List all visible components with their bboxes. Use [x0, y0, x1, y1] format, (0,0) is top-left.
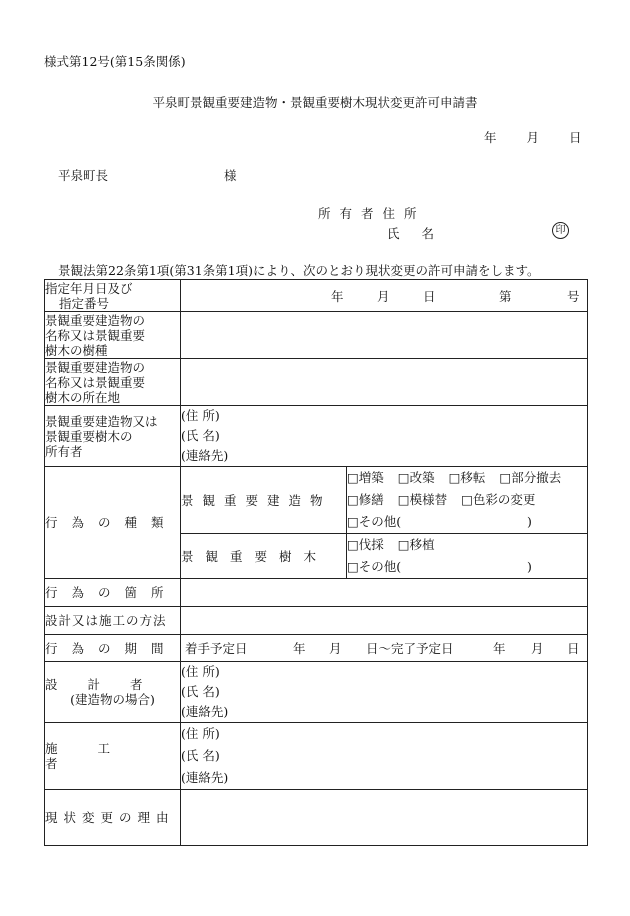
- checkbox-iten[interactable]: □移転: [448, 470, 486, 485]
- value-place[interactable]: [181, 579, 588, 607]
- label-act-type: [45, 467, 181, 579]
- value-period[interactable]: [181, 635, 588, 662]
- row-reason: [45, 790, 588, 846]
- field-name: (氏 名): [181, 684, 220, 699]
- label-line: 名称又は景観重要: [45, 327, 146, 343]
- options-line: [347, 556, 587, 578]
- applicant-address-label: 所有者住所: [318, 206, 426, 221]
- value-location[interactable]: [181, 359, 588, 406]
- checkbox-bassai[interactable]: □伐採: [347, 537, 384, 552]
- field-address: (住 所): [181, 664, 220, 679]
- label-place: [45, 579, 181, 607]
- other-close: ): [527, 559, 532, 574]
- label-line: 名称又は景観重要: [45, 374, 146, 390]
- checkbox-other-tree[interactable]: □その他(: [347, 559, 402, 574]
- value-reason[interactable]: [181, 790, 588, 846]
- row-place: [45, 579, 588, 607]
- label-line: 景観重要樹木の: [45, 428, 133, 444]
- field-name: (氏 名): [181, 428, 220, 443]
- row-designer: [45, 662, 588, 723]
- period-end-year: 年: [493, 641, 506, 656]
- label-line: 樹木の所在地: [45, 389, 121, 405]
- label-designation: [45, 280, 181, 312]
- checkbox-zouchiku[interactable]: □増築: [347, 470, 384, 485]
- field-address: (住 所): [181, 726, 220, 741]
- label-name: [45, 312, 181, 359]
- field-contact: (連絡先): [181, 704, 229, 719]
- label-line: 景観重要建造物: [181, 492, 332, 508]
- label-line: 現状変更の理由: [45, 810, 175, 825]
- label-designer: [45, 662, 181, 723]
- row-contractor: [45, 723, 588, 790]
- checkbox-shuzen[interactable]: □修繕: [347, 492, 384, 507]
- label-line: 行為の箇所: [45, 585, 178, 600]
- field-address: (住 所): [181, 408, 220, 423]
- value-method[interactable]: [181, 607, 588, 635]
- label-period: [45, 635, 181, 662]
- checkbox-other-building[interactable]: □その他(: [347, 514, 402, 529]
- label-building: [181, 467, 347, 534]
- label-line: 設計者: [45, 677, 173, 692]
- label-line: 設計又は施工の方法: [45, 613, 167, 628]
- intro-text: 景観法第22条第1項(第31条第1項)により、次のとおり現状変更の許可申請をします。: [58, 263, 540, 278]
- checkbox-kaichiku[interactable]: □改築: [397, 470, 435, 485]
- seal-mark: 印: [552, 222, 569, 239]
- addressee-honorific: 様: [224, 168, 237, 183]
- date-line: [484, 128, 582, 146]
- options-line: [347, 511, 587, 533]
- label-line: 所有者: [45, 443, 83, 459]
- value-designer[interactable]: [181, 662, 588, 723]
- label-method: [45, 607, 181, 635]
- value-name[interactable]: [181, 312, 588, 359]
- label-reason: [45, 790, 181, 846]
- label-line: 指定年月日及び: [45, 280, 133, 296]
- row-location: [45, 359, 588, 406]
- row-period: [45, 635, 588, 662]
- unit-dai: 第: [499, 288, 512, 304]
- period-end-month: 月: [531, 641, 544, 656]
- date-year: 年: [484, 130, 497, 145]
- value-designation[interactable]: [181, 280, 588, 312]
- field-name: (氏 名): [181, 748, 220, 763]
- options-line: [347, 489, 587, 511]
- row-name: [45, 312, 588, 359]
- field-contact: (連絡先): [181, 448, 229, 463]
- unit-day: 日: [423, 288, 436, 304]
- checkbox-moyougae[interactable]: □模様替: [397, 492, 448, 507]
- options-line: [347, 534, 587, 556]
- row-method: [45, 607, 588, 635]
- label-location: [45, 359, 181, 406]
- value-owner[interactable]: [181, 406, 588, 467]
- label-line: 指定番号: [59, 295, 110, 311]
- label-line: 景観重要樹木: [181, 548, 329, 564]
- row-act-building: [45, 467, 588, 534]
- period-end: 日〜完了予定日: [366, 641, 454, 656]
- label-contractor: [45, 723, 181, 790]
- row-owner: [45, 406, 588, 467]
- field-contact: (連絡先): [181, 770, 229, 785]
- form-number: 様式第12号(第15条関係): [44, 54, 186, 69]
- value-contractor[interactable]: [181, 723, 588, 790]
- unit-year: 年: [331, 288, 344, 304]
- label-line: 景観重要建造物又は: [45, 413, 158, 429]
- period-start: 着手予定日: [185, 641, 248, 656]
- label-owner: [45, 406, 181, 467]
- date-month: 月: [526, 130, 540, 145]
- form-title: 平泉町景観重要建造物・景観重要樹木現状変更許可申請書: [152, 95, 478, 110]
- label-line: 行為の期間: [45, 640, 178, 656]
- label-line: 樹木の樹種: [45, 342, 108, 358]
- addressee-name: 平泉町長: [58, 168, 109, 183]
- options-building: [347, 467, 588, 534]
- date-day: 日: [569, 130, 582, 145]
- label-line: 景観重要建造物の: [45, 312, 146, 328]
- unit-month: 月: [377, 288, 390, 304]
- label-line: 施工者: [45, 741, 151, 771]
- unit-go: 号: [567, 288, 580, 304]
- label-line: 景観重要建造物の: [45, 359, 146, 375]
- label-line: 行為の種類: [45, 515, 178, 530]
- options-line: [347, 467, 587, 489]
- label-tree: [181, 534, 347, 579]
- checkbox-bubun-tekkyo[interactable]: □部分撤去: [499, 470, 562, 485]
- checkbox-ishoku[interactable]: □移植: [397, 537, 435, 552]
- application-table: [44, 279, 588, 846]
- checkbox-shikisai[interactable]: □色彩の変更: [461, 492, 536, 507]
- period-end-day: 日: [567, 641, 580, 656]
- other-close: ): [527, 514, 532, 529]
- period-start-year: 年: [293, 641, 306, 656]
- options-tree: [347, 534, 588, 579]
- row-designation: [45, 280, 588, 312]
- label-note: (建造物の場合): [70, 692, 155, 707]
- applicant-name-label: 氏名: [387, 226, 457, 241]
- period-start-month: 月: [329, 641, 342, 656]
